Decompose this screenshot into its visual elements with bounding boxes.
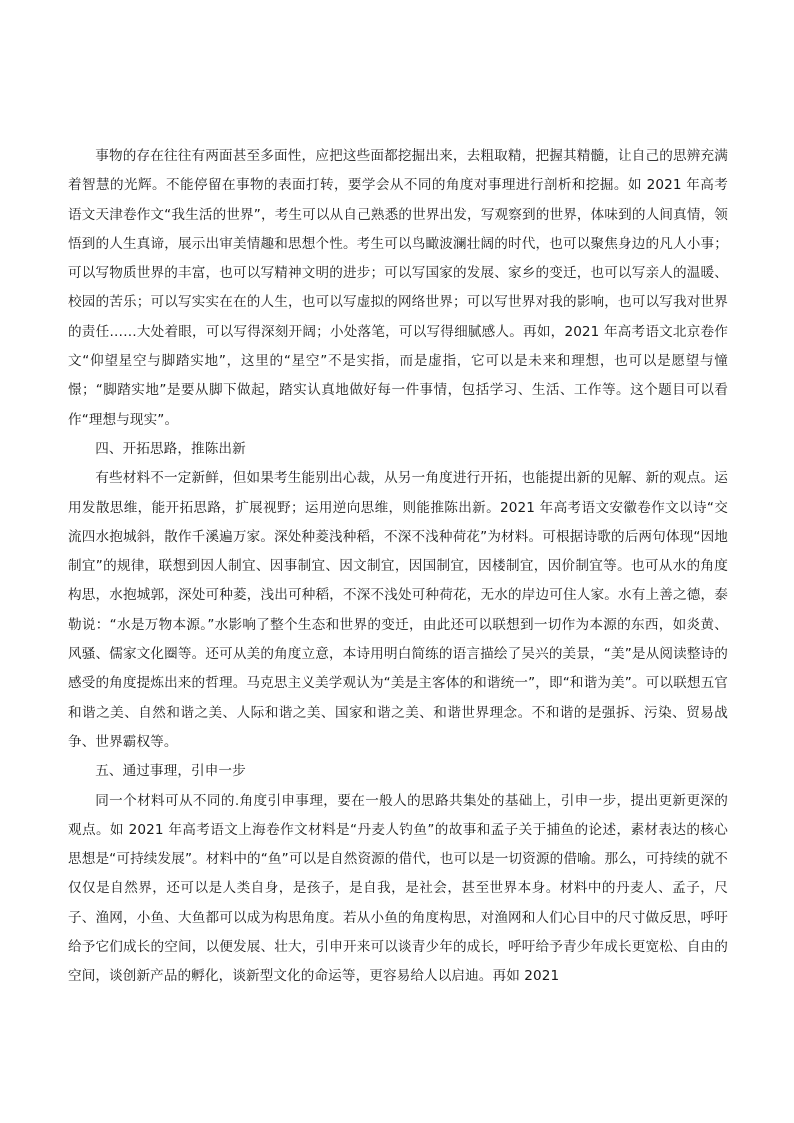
paragraph-extend-reasoning: 同一个材料可从不同的.角度引申事理，要在一般人的思路共集处的基础上，引申一步，提出更新更深的观点。如 2021 年高考语文上海卷作文材料是“丹麦人钓鱼”的故事和孟子关于捕鱼的论述，素材表达的核心思想是“可持续发展”。材料中的“鱼”可以是自然资源的借代，也可以是一切资源的借喻。那么，可持续的就不仅仅是自然界，还可以是人类自身，是孩子，是自我，是社会，甚至世界本身。材料中的丹麦人、孟子，尺子、渔网，小鱼、大鱼都可以成为构思角度。若从小鱼的角度构思，对渔网和人们心目中的尺寸做反思，呼吁给予它们成长的空间，以便发展、壮大，引申开来可以谈青少年的成长，呼吁给予青少年成长更宽松、自由的空间，谈创新产品的孵化，谈新型文化的命运等，更容易给人以启迪。再如 2021 [68, 792, 728, 985]
document-body [68, 142, 728, 992]
section-heading-4: 四、开拓思路，推陈出新 [95, 440, 246, 457]
paragraph-new-perspective: 有些材料不一定新鲜，但如果考生能别出心裁，从另一角度进行开拓，也能提出新的见解、新的观点。运用发散思维，能开拓思路，扩展视野；运用逆向思维，则能推陈出新。2021 年高考语文安徽卷作文以诗“交流四水抱城斜，散作千溪遍万家。深处种菱浅种稻，不深不浅种荷花”为材料。可根据诗歌的后两句体现“因地制宜”的规律，联想到因人制宜、因事制宜、因文制宜，因国制宜，因楼制宜，因价制宜等。也可从水的角度构思，水抱城郭，深处可种菱，浅出可种稻，不深不浅处可种荷花，无水的岸边可住人家。水有上善之德，泰勒说：“水是万物本源。”水影响了整个生态和世界的变迁，由此还可以联想到一切作为本源的东西，如炎黄、风骚、儒家文化圈等。还可从美的角度立意，本诗用明白简练的语言描绘了吴兴的美景，“美”是从阅读整诗的感受的角度提炼出来的哲理。马克思主义美学观认为“美是主客体的和谐统一”，即“和谐为美”。可以联想五官和谐之美、自然和谐之美、人际和谐之美、国家和谐之美、和谐世界理念。不和谐的是强拆、污染、贸易战争、世界霸权等。 [68, 470, 728, 750]
section-heading-5: 五、通过事理，引申一步 [95, 763, 246, 780]
paragraph-multifaceted: 事物的存在往往有两面甚至多面性，应把这些面都挖掘出来，去粗取精，把握其精髓，让自己的思辨充满着智慧的光辉。不能停留在事物的表面打转，要学会从不同的角度对事理进行剖析和挖掘。如 2021 年高考语文天津卷作文“我生活的世界”，考生可以从自己熟悉的世界出发，写观察到的世界，体味到的人间真情，领悟到的人生真谛，展示出审美情趣和思想个性。考生可以鸟瞰波澜壮阔的时代，也可以聚焦身边的凡人小事；可以写物质世界的丰富，也可以写精神文明的进步；可以写国家的发展、家乡的变迁，也可以写亲人的温暖、校园的苦乐；可以写实实在在的人生，也可以写虚拟的网络世界；可以写世界对我的影响，也可以写我对世界的责任……大处着眼，可以写得深刻开阔；小处落笔，可以写得细腻感人。再如，2021 年高考语文北京卷作文“仰望星空与脚踏实地”，这里的“星空”不是实指，而是虚指，它可以是未来和理想，也可以是愿望与憧憬；“脚踏实地”是要从脚下做起，踏实认真地做好每一件事情，包括学习、生活、工作等。这个题目可以看作“理想与现实”。 [68, 148, 728, 428]
